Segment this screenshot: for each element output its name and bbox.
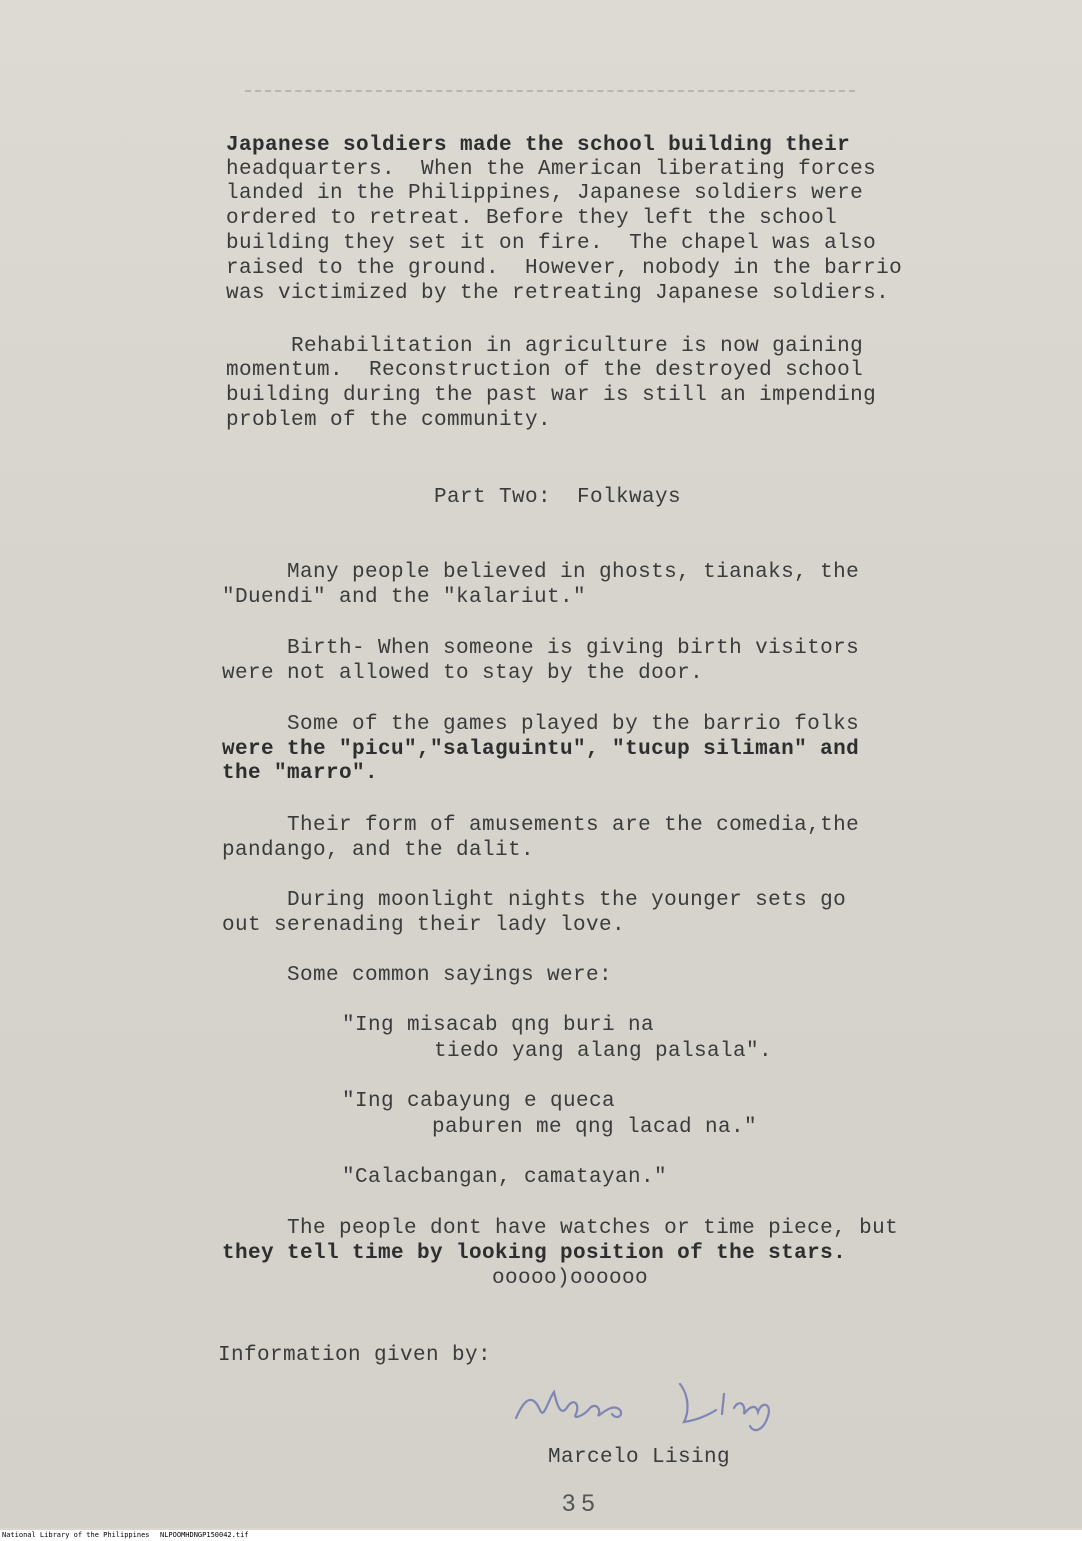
page-number: 35: [562, 1490, 601, 1517]
scan-footer: [0, 1530, 1082, 1541]
text-line: building they set it on fire. The chapel was also: [226, 232, 877, 255]
saying-line: paburen me qng lacad na.": [432, 1116, 758, 1139]
text-line: Japanese soldiers made the school building their: [226, 134, 851, 157]
saying-line: "Ing cabayung e queca: [342, 1090, 616, 1113]
text-line: The people dont have watches or time piece, but: [222, 1217, 899, 1240]
text-line: was victimized by the retreating Japanese soldiers.: [226, 282, 890, 305]
text-line: ordered to retreat. Before they left the school: [226, 207, 838, 230]
saying-line: "Ing misacab qng buri na: [342, 1014, 655, 1037]
informant-name: Marcelo Lising: [548, 1446, 731, 1469]
text-line: During moonlight nights the younger sets go: [222, 889, 847, 912]
text-line: landed in the Philippines, Japanese soldiers were: [226, 182, 864, 205]
text-line: out serenading their lady love.: [222, 914, 626, 937]
text-line: the "marro".: [222, 762, 379, 785]
text-line: building during the past war is still an impending: [226, 384, 877, 407]
text-line: Their form of amusements are the comedia,the: [222, 814, 860, 837]
footer-library: National Library of the Philippines: [2, 1531, 150, 1539]
text-line: pandango, and the dalit.: [222, 839, 535, 862]
top-dashed-rule: [245, 90, 855, 92]
footer-filename: NLPOOMHDNGP150042.tif: [160, 1531, 249, 1539]
text-line: they tell time by looking position of the stars.: [222, 1242, 847, 1265]
text-line: "Duendi" and the "kalariut.": [222, 586, 587, 609]
text-line: problem of the community.: [226, 409, 552, 432]
text-line: were the "picu","salaguintu", "tucup siliman" and: [222, 738, 860, 761]
text-line: headquarters. When the American liberating forces: [226, 158, 877, 181]
text-line: Some common sayings were:: [222, 964, 613, 987]
text-line: were not allowed to stay by the door.: [222, 662, 704, 685]
saying-line: "Calacbangan, camatayan.": [342, 1166, 668, 1189]
text-line: Many people believed in ghosts, tianaks, the: [222, 561, 860, 584]
saying-line: tiedo yang alang palsala".: [434, 1040, 773, 1063]
text-line: Some of the games played by the barrio folks: [222, 713, 860, 736]
section-heading: Part Two: Folkways: [434, 486, 682, 509]
text-line: Rehabilitation in agriculture is now gaining: [226, 335, 864, 358]
text-line: Birth- When someone is giving birth visitors: [222, 637, 860, 660]
info-label: Information given by:: [218, 1344, 492, 1367]
separator: ooooo)oooooo: [492, 1267, 649, 1290]
handwritten-signature: [510, 1370, 810, 1440]
text-line: momentum. Reconstruction of the destroyed school: [226, 359, 864, 382]
text-line: raised to the ground. However, nobody in the barrio: [226, 257, 903, 280]
